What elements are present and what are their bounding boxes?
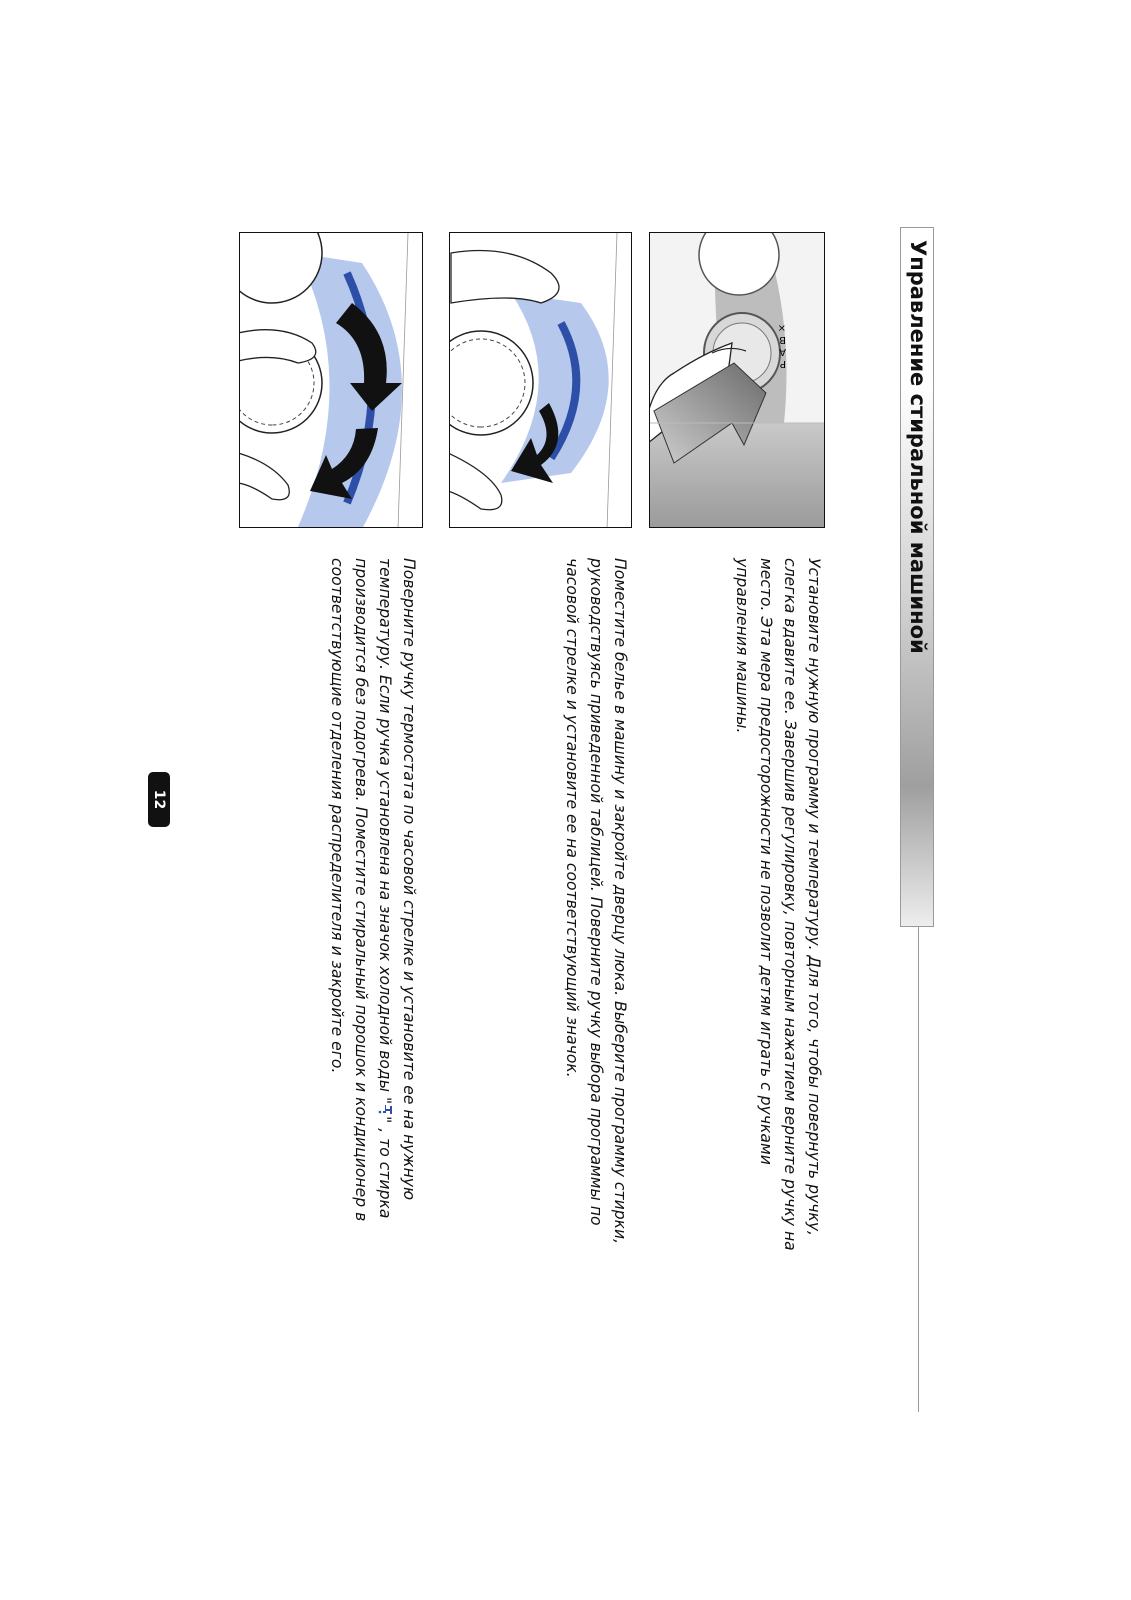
paragraph-3-end: " , то стирка производится без подогрева. Поместите стиральный порошок и кондиционер в соответствующие отделения распределителя и закройте его. [328,558,394,1222]
page-number: 12 [148,772,170,827]
knob-label-b: B [779,334,786,345]
section-header [900,227,934,927]
knob-label-a: A [779,346,786,357]
knob-label-p: P [779,358,786,369]
instruction-paragraph-2: Поместите белье в машину и закройте дверцу люка. Выберите программу стирки, руководствуясь приведенной таблицей. Поверните ручку выбора программы по часовой стрелке и установите ее на соответствующий значок. [563,558,629,1245]
faucet-icon [381,1104,395,1116]
knob-label-x: × [777,322,786,333]
figure-program-selector [449,232,632,528]
figure-press-knob [649,232,825,528]
header-divider [918,927,919,1412]
instruction-paragraph-3 [325,558,421,1283]
figure-thermostat [239,232,423,528]
paragraph-3-start: Поверните ручку термостата по часовой стрелке и установите ее на нужную температуру. Если ручка установлена на значок холодной воды " [376,558,418,1201]
page-title: Управление стиральной машиной [906,240,930,654]
instruction-paragraph-1: Установите нужную программу и температуру. Для того, чтобы повернуть ручку, слегка вдавите ее. Завершив регулировку, повторным нажатием верните ручку на место. Эта мера предосторожности не позволит детям играть с ручками управления машины. [733,558,823,1251]
